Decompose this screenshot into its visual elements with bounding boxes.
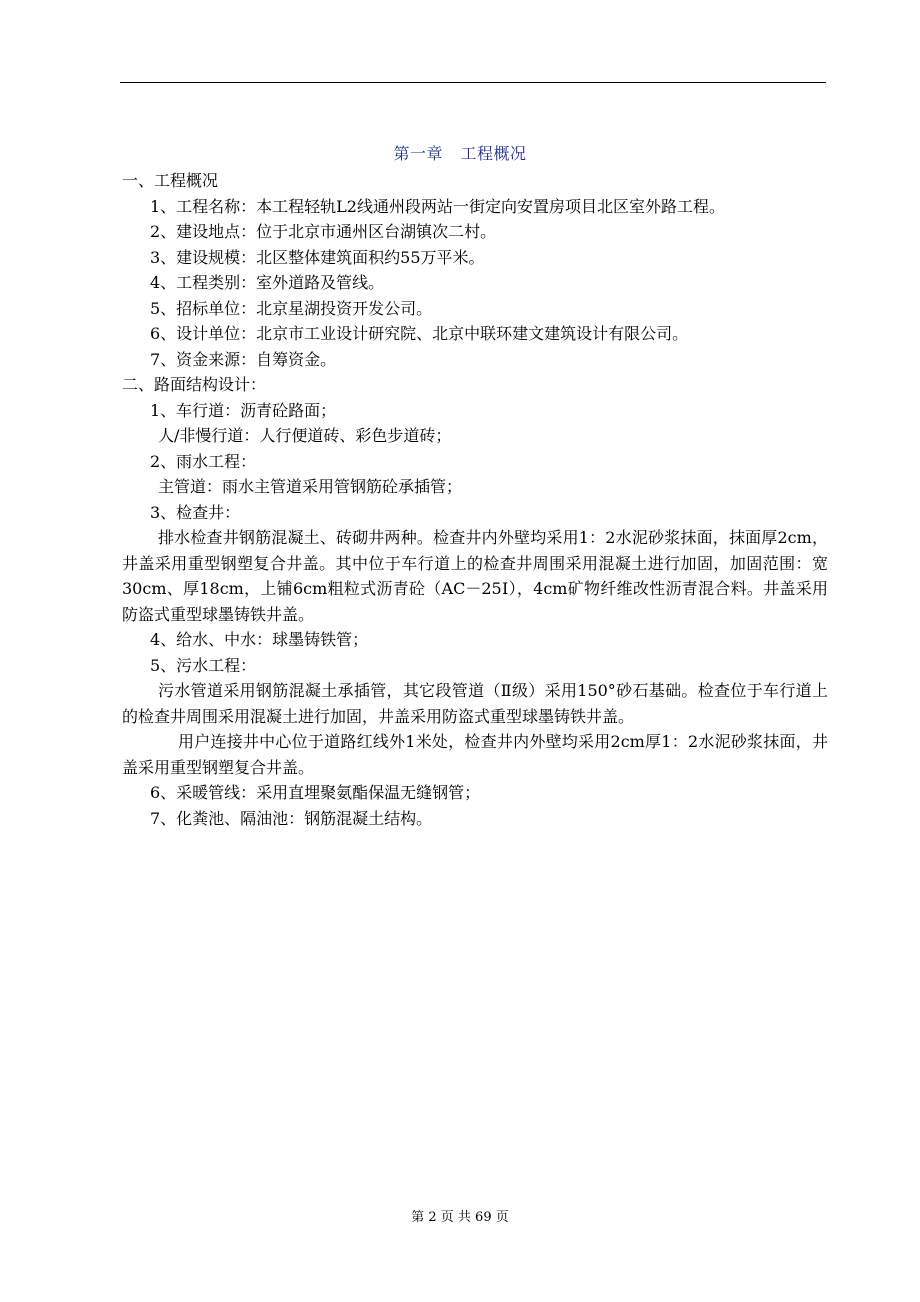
overview-item-funding: 7、资金来源：自筹资金。 <box>150 349 337 369</box>
header-rule <box>120 82 826 83</box>
overview-item-scale: 3、建设规模：北区整体建筑面积约55万平米。 <box>150 247 485 267</box>
document-body <box>122 168 828 831</box>
inspection-well-paragraph: 排水检查井钢筋混凝土、砖砌井两种。检查井内外壁均采用1：2水泥砂浆抹面，抹面厚2cm，井盖采用重型钢塑复合井盖。其中位于车行道上的检查井周围采用混凝土进行加固，加固范围：宽30cm、厚18cm，上铺6cm粗粒式沥青砼（AC－25Ⅰ），4cm矿物纤维改性沥青混合料。井盖采用防盗式重型球墨铸铁井盖。 <box>122 528 828 624</box>
section-heading-overview: 一、工程概况 <box>122 171 219 190</box>
overview-item-designer: 6、设计单位：北京市工业设计研究院、北京中联环建文建筑设计有限公司。 <box>150 324 689 343</box>
overview-item-name: 1、工程名称：本工程轻轨L2线通州段两站一街定向安置房项目北区室外路工程。 <box>150 196 725 216</box>
section-heading-road: 二、路面结构设计： <box>122 375 267 394</box>
overview-item-bidder: 5、招标单位：北京星湖投资开发公司。 <box>150 298 433 318</box>
chapter-number: 第一章 <box>393 144 443 163</box>
overview-item-location: 2、建设地点：位于北京市通州区台湖镇次二村。 <box>150 222 497 241</box>
sewage-paragraph-1: 污水管道采用钢筋混凝土承插管，其它段管道（Ⅱ级）采用150°砂石基础。检查位于车行道上的检查井周围采用混凝土进行加固，井盖采用防盗式重型球墨铸铁井盖。 <box>122 681 828 726</box>
road-item-sewage: 5、污水工程： <box>150 655 257 675</box>
page-footer: 第 2 页 共 69 页 <box>411 1210 509 1225</box>
sewage-paragraph-2: 用户连接井中心位于道路红线外1米处，检查井内外壁均采用2cm厚1：2水泥砂浆抹面，井盖采用重型钢塑复合井盖。 <box>122 732 828 777</box>
road-item-sidewalk: 人/非慢行道：人行便道砖、彩色步道砖； <box>158 426 452 445</box>
road-item-carriageway: 1、车行道：沥青砼路面； <box>150 400 337 420</box>
road-item-septic: 7、化粪池、隔油池：钢筋混凝土结构。 <box>150 808 433 828</box>
road-item-inspection-well: 3、检查井： <box>150 502 241 522</box>
overview-item-category: 4、工程类别：室外道路及管线。 <box>150 273 385 292</box>
chapter-title <box>0 141 920 164</box>
road-item-heating: 6、采暖管线：采用直埋聚氨酯保温无缝钢管； <box>150 783 481 802</box>
road-item-water-supply: 4、给水、中水：球墨铸铁管； <box>150 630 369 649</box>
road-item-rain-main: 主管道：雨水主管道采用管钢筋砼承插管； <box>158 477 463 496</box>
road-item-rainwater: 2、雨水工程： <box>150 451 257 471</box>
chapter-name: 工程概况 <box>460 144 527 163</box>
